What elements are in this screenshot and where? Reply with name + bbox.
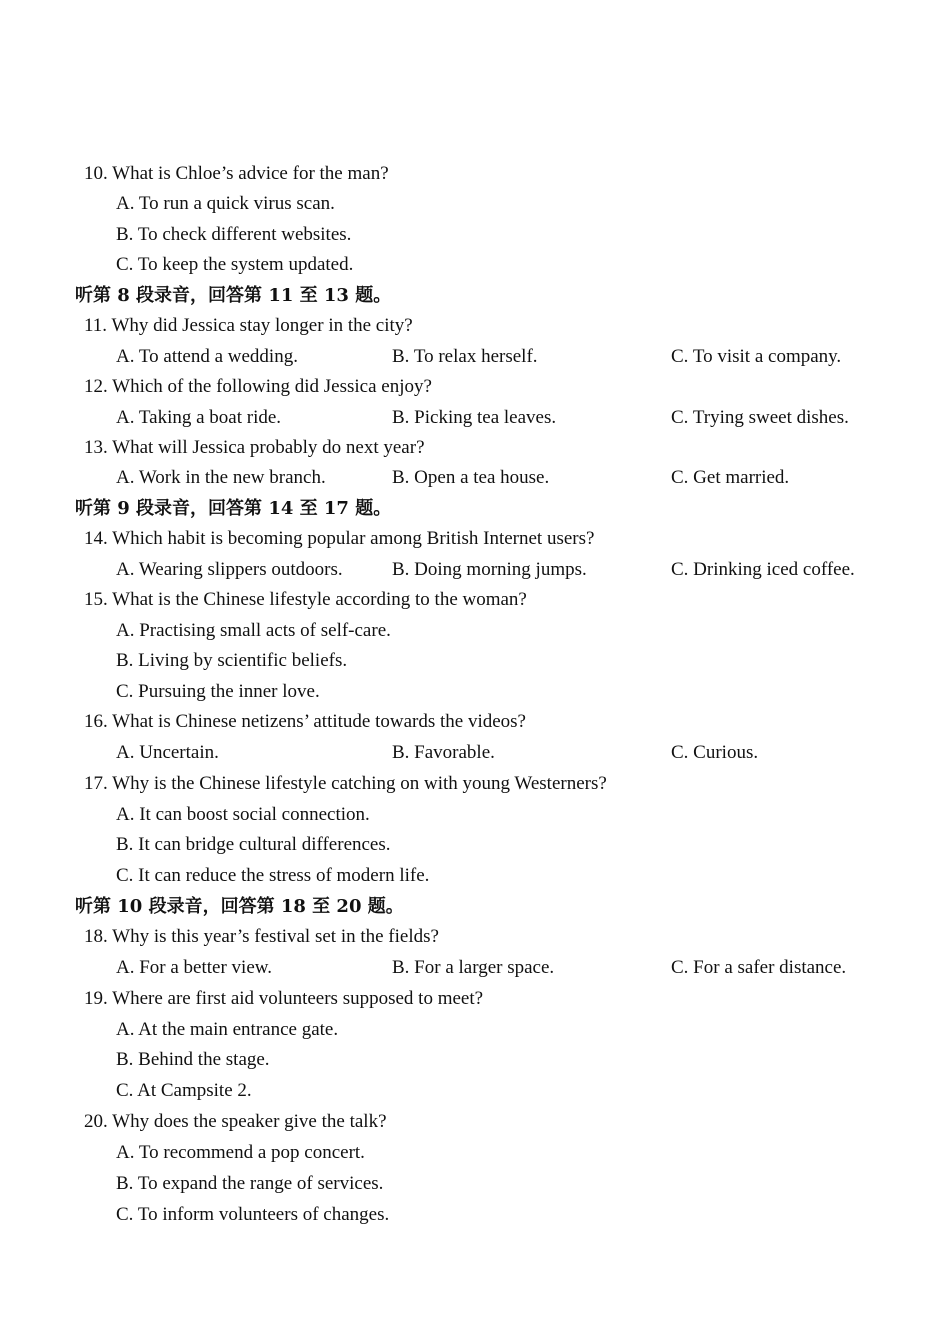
q17-option-b: B. It can bridge cultural differences. [116,834,391,855]
question-18: 18. Why is this year’s festival set in the fields? [84,926,439,947]
q12-option-b: B. Picking tea leaves. [392,407,557,428]
q13-option-b: B. Open a tea house. [392,467,550,488]
q20-option-a: A. To recommend a pop concert. [116,1142,365,1163]
q15-option-c: C. Pursuing the inner love. [116,681,320,702]
q10-option-a: A. To run a quick virus scan. [116,193,335,214]
question-15: 15. What is the Chinese lifestyle according to the woman? [84,589,527,610]
q15-option-a: A. Practising small acts of self-care. [116,620,391,641]
question-10: 10. What is Chloe’s advice for the man? [84,163,389,184]
q11-option-a: A. To attend a wedding. [116,346,298,367]
q10-option-c: C. To keep the system updated. [116,254,354,275]
q19-option-b: B. Behind the stage. [116,1049,270,1070]
q14-option-b: B. Doing morning jumps. [392,559,587,580]
question-14: 14. Which habit is becoming popular among British Internet users? [84,528,595,549]
q15-option-b: B. Living by scientific beliefs. [116,650,348,671]
q13-option-a: A. Work in the new branch. [116,467,326,488]
q14-option-a: A. Wearing slippers outdoors. [116,559,343,580]
q18-option-b: B. For a larger space. [392,957,555,978]
section-heading-10: 听第 10 段录音，回答第 18 至 20 题。 [75,896,404,917]
q11-option-c: C. To visit a company. [671,346,842,367]
question-11: 11. Why did Jessica stay longer in the city? [84,315,413,336]
section-heading-8: 听第 8 段录音，回答第 11 至 13 题。 [75,285,392,306]
q19-option-a: A. At the main entrance gate. [116,1019,339,1040]
q20-option-b: B. To expand the range of services. [116,1173,384,1194]
question-19: 19. Where are first aid volunteers supposed to meet? [84,988,484,1009]
q14-option-c: C. Drinking iced coffee. [671,559,855,580]
question-17: 17. Why is the Chinese lifestyle catching on with young Westerners? [84,773,607,794]
q16-option-a: A. Uncertain. [116,742,219,763]
q12-option-c: C. Trying sweet dishes. [671,407,849,428]
q19-option-c: C. At Campsite 2. [116,1080,252,1101]
question-20: 20. Why does the speaker give the talk? [84,1111,387,1132]
q11-option-b: B. To relax herself. [392,346,538,367]
q20-option-c: C. To inform volunteers of changes. [116,1204,390,1225]
q17-option-c: C. It can reduce the stress of modern life. [116,865,430,886]
q12-option-a: A. Taking a boat ride. [116,407,282,428]
q17-option-a: A. It can boost social connection. [116,804,370,825]
question-16: 16. What is Chinese netizens’ attitude towards the videos? [84,711,526,732]
q18-option-a: A. For a better view. [116,957,272,978]
question-12: 12. Which of the following did Jessica enjoy? [84,376,432,397]
q16-option-b: B. Favorable. [392,742,495,763]
q13-option-c: C. Get married. [671,467,790,488]
question-13: 13. What will Jessica probably do next year? [84,437,425,458]
q10-option-b: B. To check different websites. [116,224,352,245]
q18-option-c: C. For a safer distance. [671,957,847,978]
q16-option-c: C. Curious. [671,742,759,763]
section-heading-9: 听第 9 段录音，回答第 14 至 17 题。 [75,498,392,519]
